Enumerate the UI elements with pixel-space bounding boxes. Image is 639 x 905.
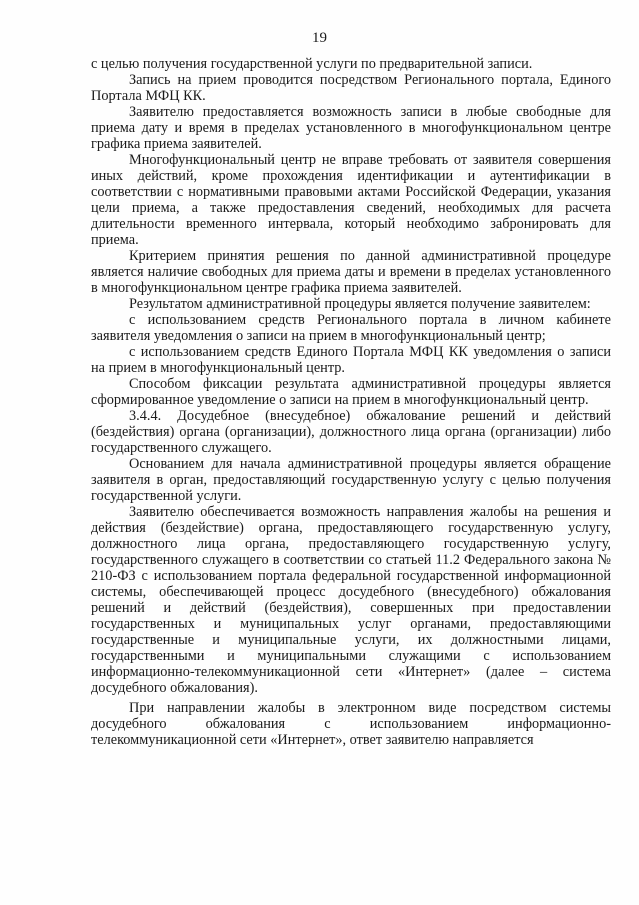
paragraph-appointment-portal: Запись на прием проводится посредством Регионального портала, Единого Портала МФЦ КК. (91, 72, 611, 104)
paragraph-result-fixation: Способом фиксации результата административной процедуры является сформированное уведомление о записи на прием в многофункциональный центр. (91, 376, 611, 408)
section-heading-3-4-4: 3.4.4. Досудебное (внесудебное) обжалование решений и действий (бездействия) органа (организации), должностного лица органа (организации) либо государственного служащего. (91, 408, 611, 456)
paragraph-free-slots: Заявителю предоставляется возможность записи в любые свободные для приема дату и время в пределах установленного в многофункциональном центре графика приема заявителей. (91, 104, 611, 152)
paragraph-result-intro: Результатом административной процедуры является получение заявителем: (129, 296, 591, 312)
paragraph-procedure-basis: Основанием для начала административной процедуры является обращение заявителя в орган, предоставляющий государственную услугу с целью получения государственной услуги. (91, 456, 611, 504)
paragraph-continuation: с целью получения государственной услуги по предварительной записи. (91, 56, 533, 72)
paragraph-complaint-possibility: Заявителю обеспечивается возможность направления жалобы на решения и действия (бездействие) органа, предоставляющего государственную услугу, должностного лица органа, предоставляющего государственную услугу, государственного служащего в соответствии со статьей 11.2 Федерального закона № 210-ФЗ с использованием портала федеральной государственной информационной системы, обеспечивающей процесс досудебного (внесудебного) обжалования решений и действий (бездействия), совершенных при предоставлении государственных и муниципальных услуг органами, предоставляющими государственные и муниципальные услуги, их должностными лицами, государственными и муниципальными служащими с использованием информационно-телекоммуникационной сети «Интернет» (далее – система досудебного обжалования). (91, 504, 611, 696)
paragraph-electronic-complaint: При направлении жалобы в электронном виде посредством системы досудебного обжалования с использованием информационно-телекоммуникационной сети «Интернет», ответ заявителю направляется (91, 700, 611, 748)
paragraph-result-regional-portal: с использованием средств Регионального портала в личном кабинете заявителя уведомления о записи на прием в многофункциональный центр; (91, 312, 611, 344)
document-body (91, 56, 611, 748)
paragraph-mfc-restrictions: Многофункциональный центр не вправе требовать от заявителя совершения иных действий, кроме прохождения идентификации и аутентификации в соответствии с нормативными правовыми актами Российской Федерации, указания цели приема, а также предоставления сведений, необходимых для расчета длительности временного интервала, который необходимо забронировать для приема. (91, 152, 611, 248)
paragraph-decision-criterion: Критерием принятия решения по данной административной процедуре является наличие свободных для приема даты и времени в пределах установленного в многофункциональном центре графика приема заявителей. (91, 248, 611, 296)
paragraph-result-mfc-portal: с использованием средств Единого Портала МФЦ КК уведомления о записи на прием в многофункциональный центр. (91, 344, 611, 376)
page-number: 19 (312, 30, 327, 46)
